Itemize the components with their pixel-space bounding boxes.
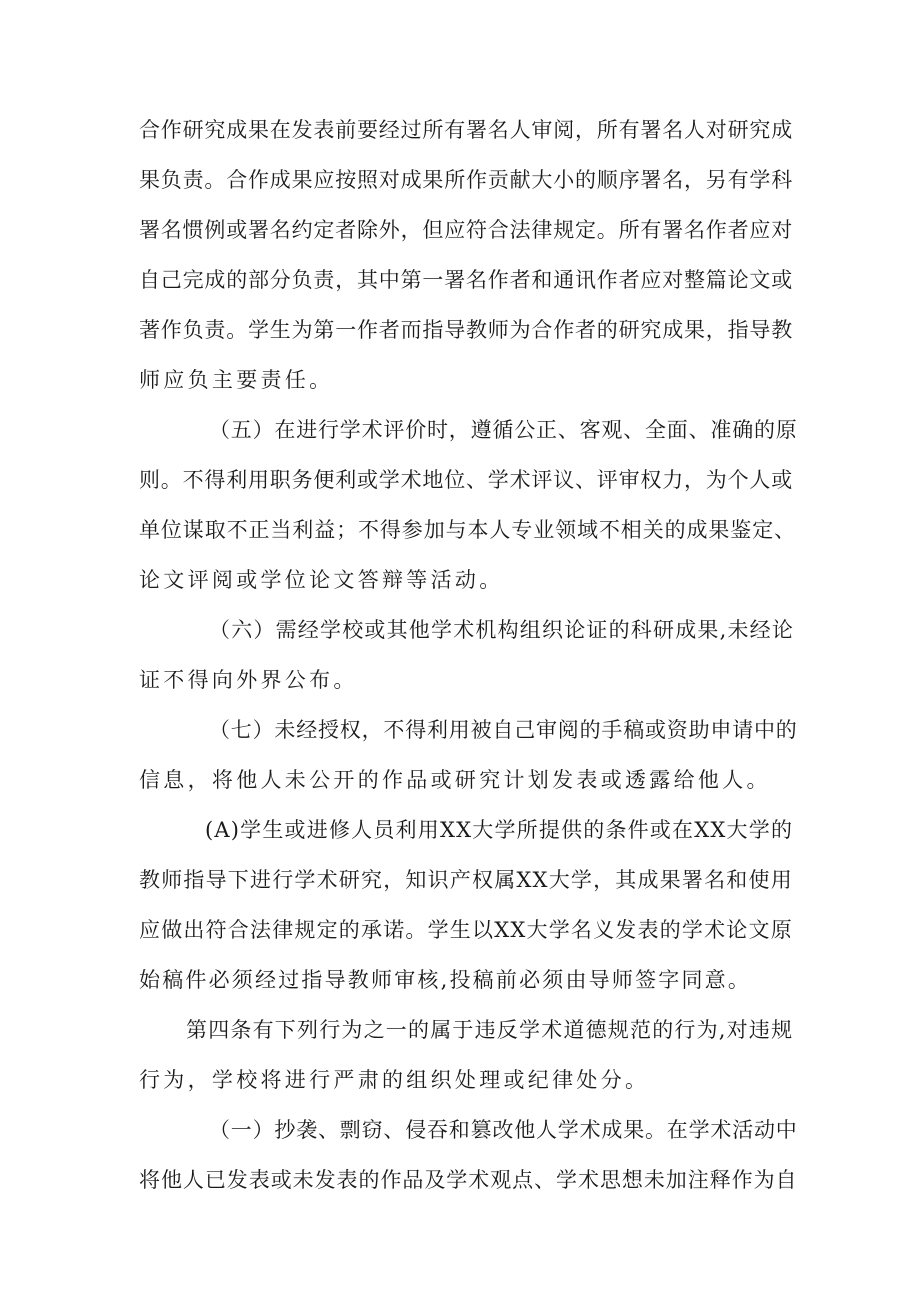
text-line: 第四条有下列行为之一的属于违反学术道德规范的行为,对违规 <box>186 1018 794 1042</box>
text-line: 自己完成的部分负责，其中第一署名作者和通讯作者应对整篇论文或 <box>139 268 793 292</box>
text-line: 将他人已发表或未发表的作品及学术观点、学术思想未加注释作为自 <box>139 1168 798 1192</box>
text-line: 则。不得利用职务便利或学术地位、学术评议、评审权力，为个人或 <box>139 468 793 492</box>
text-line: 始稿件必须经过指导教师审核,投稿前必须由导师签字同意。 <box>139 968 752 992</box>
text-line: 署名惯例或署名约定者除外，但应符合法律规定。所有署名作者应对 <box>139 218 793 242</box>
text-line: （一）抄袭、剽窃、侵吞和篡改他人学术成果。在学术活动中 <box>209 1118 798 1142</box>
text-line: 果负责。合作成果应按照对成果所作贡献大小的顺序署名，另有学科 <box>139 168 793 192</box>
text-line: (A)学生或进修人员利用XX大学所提供的条件或在XX大学的 <box>205 818 794 842</box>
text-line: 单位谋取不正当利益；不得参加与本人专业领域不相关的成果鉴定、 <box>139 518 796 542</box>
text-line: （五）在进行学术评价时，遵循公正、客观、全面、准确的原 <box>209 418 798 442</box>
text-line: 著作负责。学生为第一作者而指导教师为合作者的研究成果，指导教 <box>139 318 793 342</box>
text-line: 论文评阅或学位论文答辩等活动。 <box>139 568 504 592</box>
text-line: 合作研究成果在发表前要经过所有署名人审阅，所有署名人对研究成 <box>139 118 793 142</box>
text-line: （七）未经授权，不得利用被自己审阅的手稿或资助申请中的 <box>209 718 798 742</box>
text-line: 证不得向外界公布。 <box>139 668 358 692</box>
text-line: 师应负主要责任。 <box>139 368 334 392</box>
text-line: 教师指导下进行学术研究，知识产权属XX大学，其成果署名和使用 <box>139 868 793 892</box>
text-line: 信息，将他人未公开的作品或研究计划发表或透露给他人。 <box>139 768 771 792</box>
text-line: 应做出符合法律规定的承诺。学生以XX大学名义发表的学术论文原 <box>139 918 793 942</box>
text-line: （六）需经学校或其他学术机构组织论证的科研成果,未经论 <box>209 618 795 642</box>
text-line: 行为，学校将进行严肃的组织处理或纪律处分。 <box>139 1068 650 1092</box>
